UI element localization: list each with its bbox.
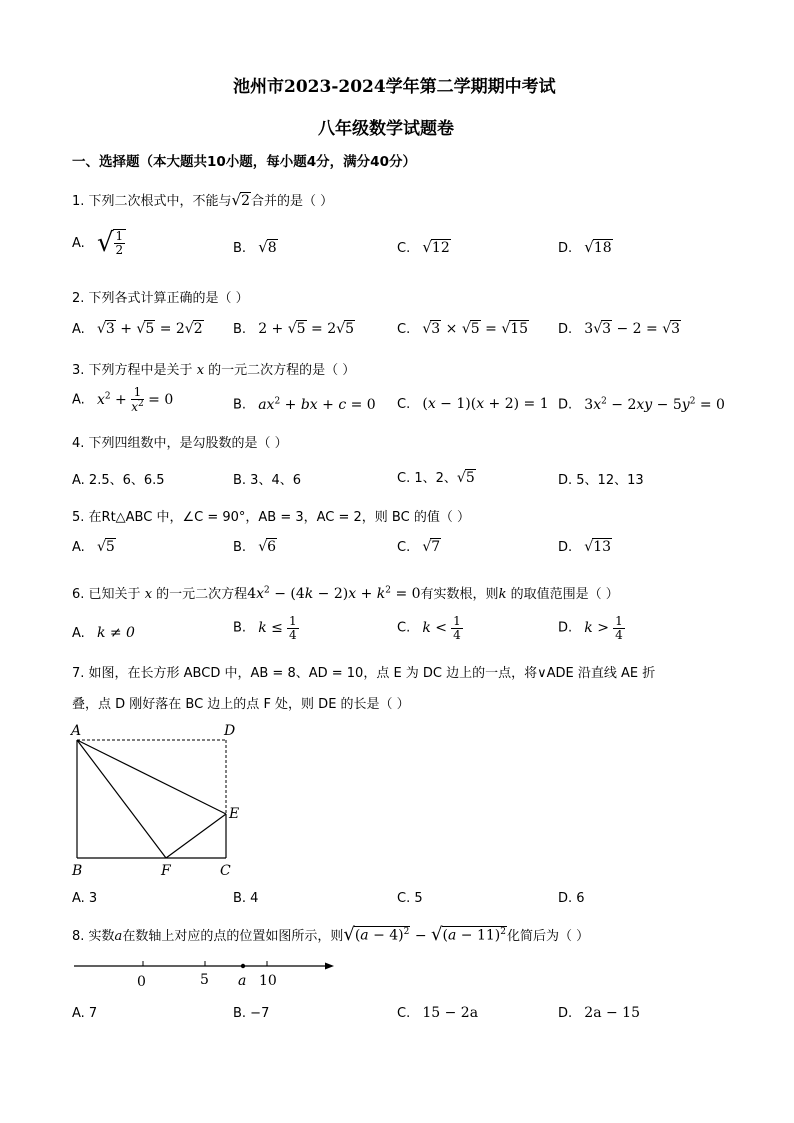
edge-ae <box>77 740 226 814</box>
question-3-option-d[interactable]: D. $3x^2 - 2xy - 5y^2 = 0$ <box>558 396 725 413</box>
question-7-option-a[interactable]: A. 3 <box>72 891 98 906</box>
label-b: B <box>72 863 83 879</box>
question-2-option-a[interactable]: A. √3 + √5 = 2√2 <box>72 321 203 337</box>
question-6-option-b[interactable]: B. k ≤ $\frac{1}{4}$ <box>233 614 297 642</box>
question-8-number-line <box>66 952 346 997</box>
question-7-option-b[interactable]: B. 4 <box>233 891 259 906</box>
edge-af <box>77 740 166 858</box>
question-2-option-c[interactable]: C. √3 × √5 = √15 <box>397 321 529 337</box>
question-1-option-a[interactable]: A. √ $\frac{1}{2}$ <box>72 228 126 258</box>
question-1-option-d[interactable]: D. √18 <box>558 238 612 256</box>
label-a: A <box>71 723 82 739</box>
question-8-option-a[interactable]: A. 7 <box>72 1006 98 1021</box>
question-5-option-b[interactable]: B. √6 <box>233 539 277 555</box>
question-4-option-a[interactable]: A. 2.5、6、6.5 <box>72 473 165 488</box>
question-2-option-d[interactable]: D. 3√3 − 2 = √3 <box>558 321 681 337</box>
question-5-stem: 5. 在Rt△ABC 中，∠C = 90°，AB = 3，AC = 2，则 BC 的值（ ） <box>72 510 470 525</box>
question-6-stem: 6. 已知关于 x 的一元二次方程$4x^2 - (4k - 2)x + k^2 = 0$有实数根，则k 的取值范围是（ ） <box>72 585 619 602</box>
question-8-stem: 8. 实数a在数轴上对应的点的位置如图所示，则$√(a - 4)^2 - √(a - 11)^2$化简后为（ ） <box>72 924 590 945</box>
question-6-option-a[interactable]: A. k ≠ 0 <box>72 625 135 641</box>
number-line-arrow <box>325 963 334 970</box>
question-3-option-c[interactable]: C. (x − 1)(x + 2) = 1 <box>397 396 549 412</box>
question-5-option-c[interactable]: C. √7 <box>397 539 441 555</box>
question-2-option-b[interactable]: B. 2 + √5 = 2√5 <box>233 321 354 337</box>
tick-label-5: 5 <box>200 972 209 988</box>
tick-label-a: a <box>238 973 247 989</box>
question-3-option-a[interactable]: A. $x^2$ + $\frac{1}{x^2}$ = 0 <box>72 385 174 414</box>
question-1-option-b[interactable]: B. √8 <box>233 238 277 256</box>
question-5-option-d[interactable]: D. √13 <box>558 539 612 555</box>
edge-fe <box>166 814 226 858</box>
question-7-line-2: 叠，点 D 刚好落在 BC 边上的点 F 处，则 DE 的长是（ ） <box>72 697 410 712</box>
question-7-option-c[interactable]: C. 5 <box>397 891 423 906</box>
question-4-option-c[interactable]: C. 1、2、√5 <box>397 470 475 486</box>
question-8-option-d[interactable]: D. 2a − 15 <box>558 1005 640 1021</box>
section-heading: 一、选择题（本大题共10小题，每小题4分，满分40分） <box>72 154 416 170</box>
question-1-stem: 1. 下列二次根式中，不能与√2合并的是（ ） <box>72 191 334 209</box>
question-2-stem: 2. 下列各式计算正确的是（ ） <box>72 291 249 306</box>
question-6-option-d[interactable]: D. k > $\frac{1}{4}$ <box>558 614 623 642</box>
label-e: E <box>229 806 240 822</box>
label-c: C <box>220 863 231 879</box>
question-8-option-c[interactable]: C. 15 − 2a <box>397 1005 479 1021</box>
question-4-stem: 4. 下列四组数中，是勾股数的是（ ） <box>72 436 288 451</box>
label-d: D <box>224 723 236 739</box>
question-3-stem: 3. 下列方程中是关于 x 的一元二次方程的是（ ） <box>72 363 356 378</box>
tick-label-0: 0 <box>137 974 146 990</box>
question-6-option-c[interactable]: C. k < $\frac{1}{4}$ <box>397 614 461 642</box>
question-1-option-c[interactable]: C. √12 <box>397 238 450 256</box>
question-7-option-d[interactable]: D. 6 <box>558 891 585 906</box>
tick-label-10: 10 <box>259 973 277 989</box>
question-7-line-1: 7. 如图，在长方形 ABCD 中，AB = 8、AD = 10，点 E 为 DC 边上的一点，将∨ADE 沿直线 AE 折 <box>72 666 656 681</box>
question-4-option-d[interactable]: D. 5、12、13 <box>558 473 644 488</box>
question-7-figure <box>66 720 256 880</box>
point-a <box>241 964 245 968</box>
question-4-option-b[interactable]: B. 3、4、6 <box>233 473 301 488</box>
exam-subtitle: 八年级数学试题卷 <box>318 119 454 139</box>
label-f: F <box>161 863 171 879</box>
question-5-option-a[interactable]: A. √5 <box>72 539 115 555</box>
question-8-option-b[interactable]: B. −7 <box>233 1006 270 1021</box>
question-3-option-b[interactable]: B. $ax^2$ + bx + c = 0 <box>233 396 376 413</box>
exam-title: 池州市2023-2024学年第二学期期中考试 <box>233 77 556 97</box>
